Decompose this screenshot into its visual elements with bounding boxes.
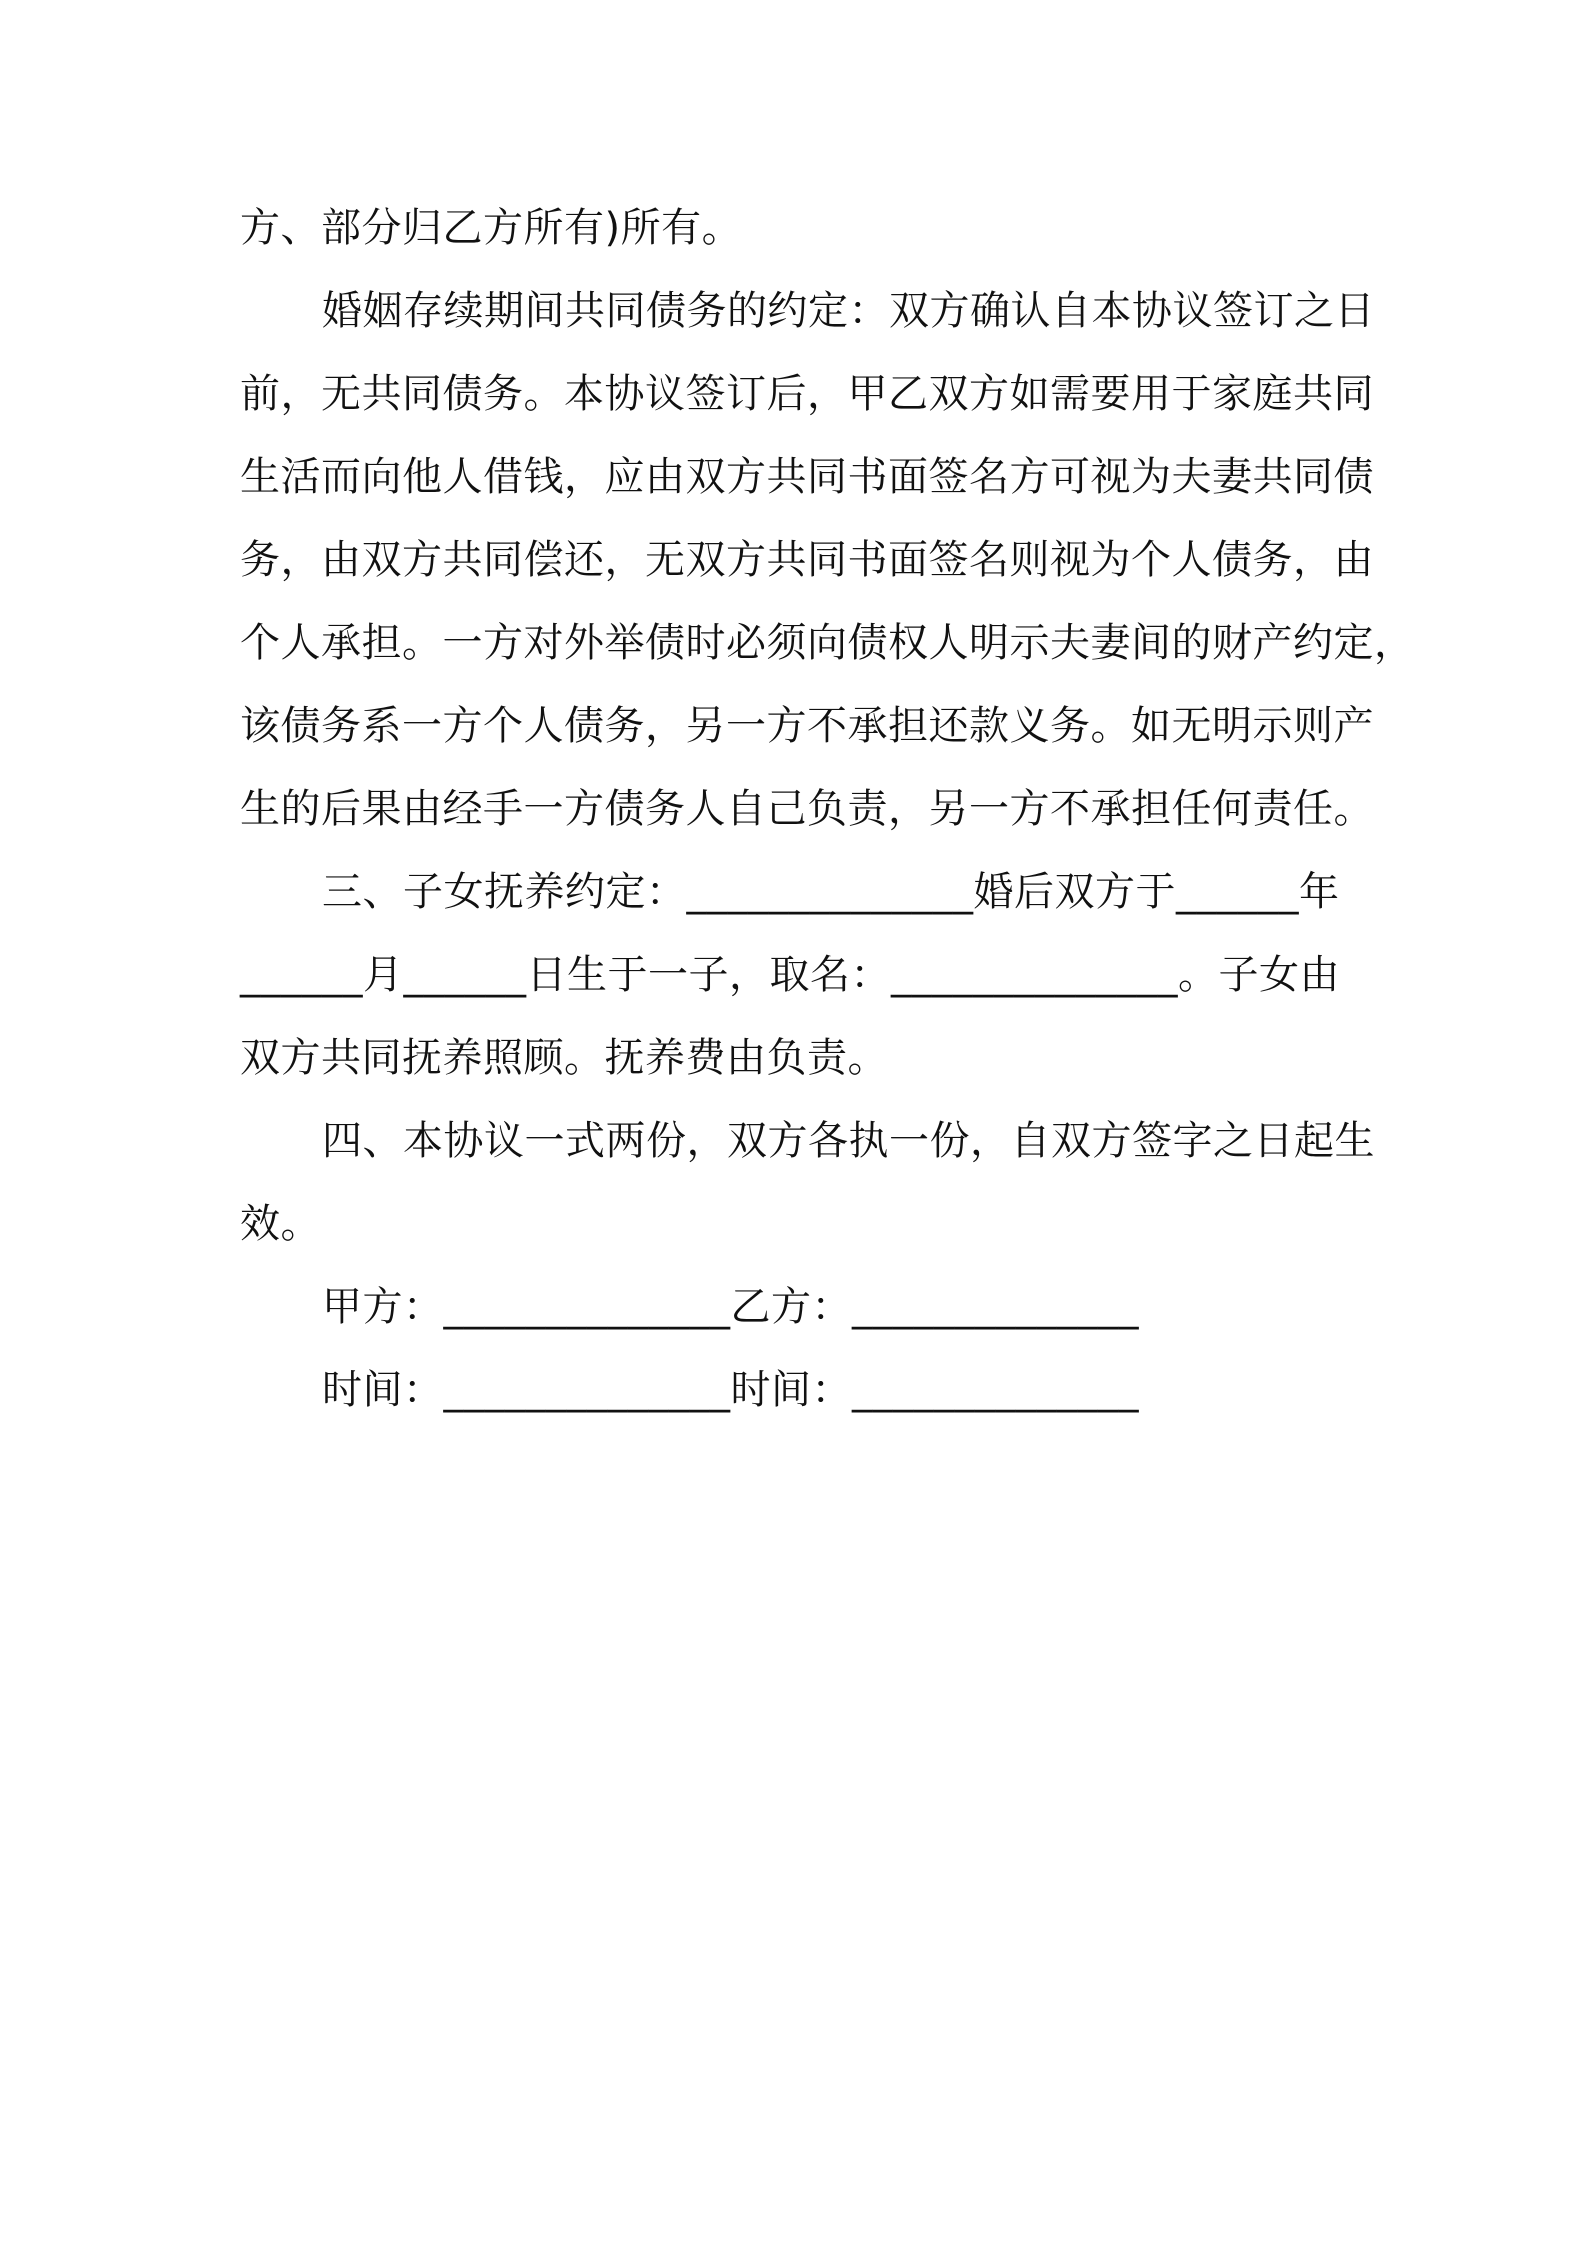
signature-line-parties: 甲方：______________乙方：______________ — [322, 1284, 1139, 1330]
text-line-12: 四、本协议一式两份，双方各执一份，自双方签字之日起生 — [322, 1118, 1375, 1164]
text-line-2: 婚姻存续期间共同债务的约定：双方确认自本协议签订之日 — [322, 288, 1375, 334]
text-line-4: 生活而向他人借钱，应由双方共同书面签名方可视为夫妻共同债 — [240, 454, 1374, 500]
text-line-5: 务，由双方共同偿还，无双方共同书面签名则视为个人债务，由 — [240, 537, 1374, 583]
text-line-11: 双方共同抚养照顾。抚养费由负责。 — [240, 1035, 888, 1081]
text-line-1: 方、部分归乙方所有)所有。 — [240, 205, 743, 251]
text-line-3: 前，无共同债务。本协议签订后，甲乙双方如需要用于家庭共同 — [240, 371, 1374, 417]
text-line-7: 该债务系一方个人债务，另一方不承担还款义务。如无明示则产 — [240, 703, 1374, 749]
text-line-6: 个人承担。一方对外举债时必须向债权人明示夫妻间的财产约定， — [240, 620, 1415, 666]
text-line-10: ______月______日生于一子，取名：______________。子女由 — [240, 952, 1340, 998]
text-line-8: 生的后果由经手一方债务人自己负责，另一方不承担任何责任。 — [240, 786, 1374, 832]
text-line-13: 效。 — [240, 1201, 321, 1247]
text-line-9: 三、子女抚养约定：______________婚后双方于______年 — [322, 869, 1340, 915]
signature-line-dates: 时间：______________时间：______________ — [322, 1367, 1139, 1413]
